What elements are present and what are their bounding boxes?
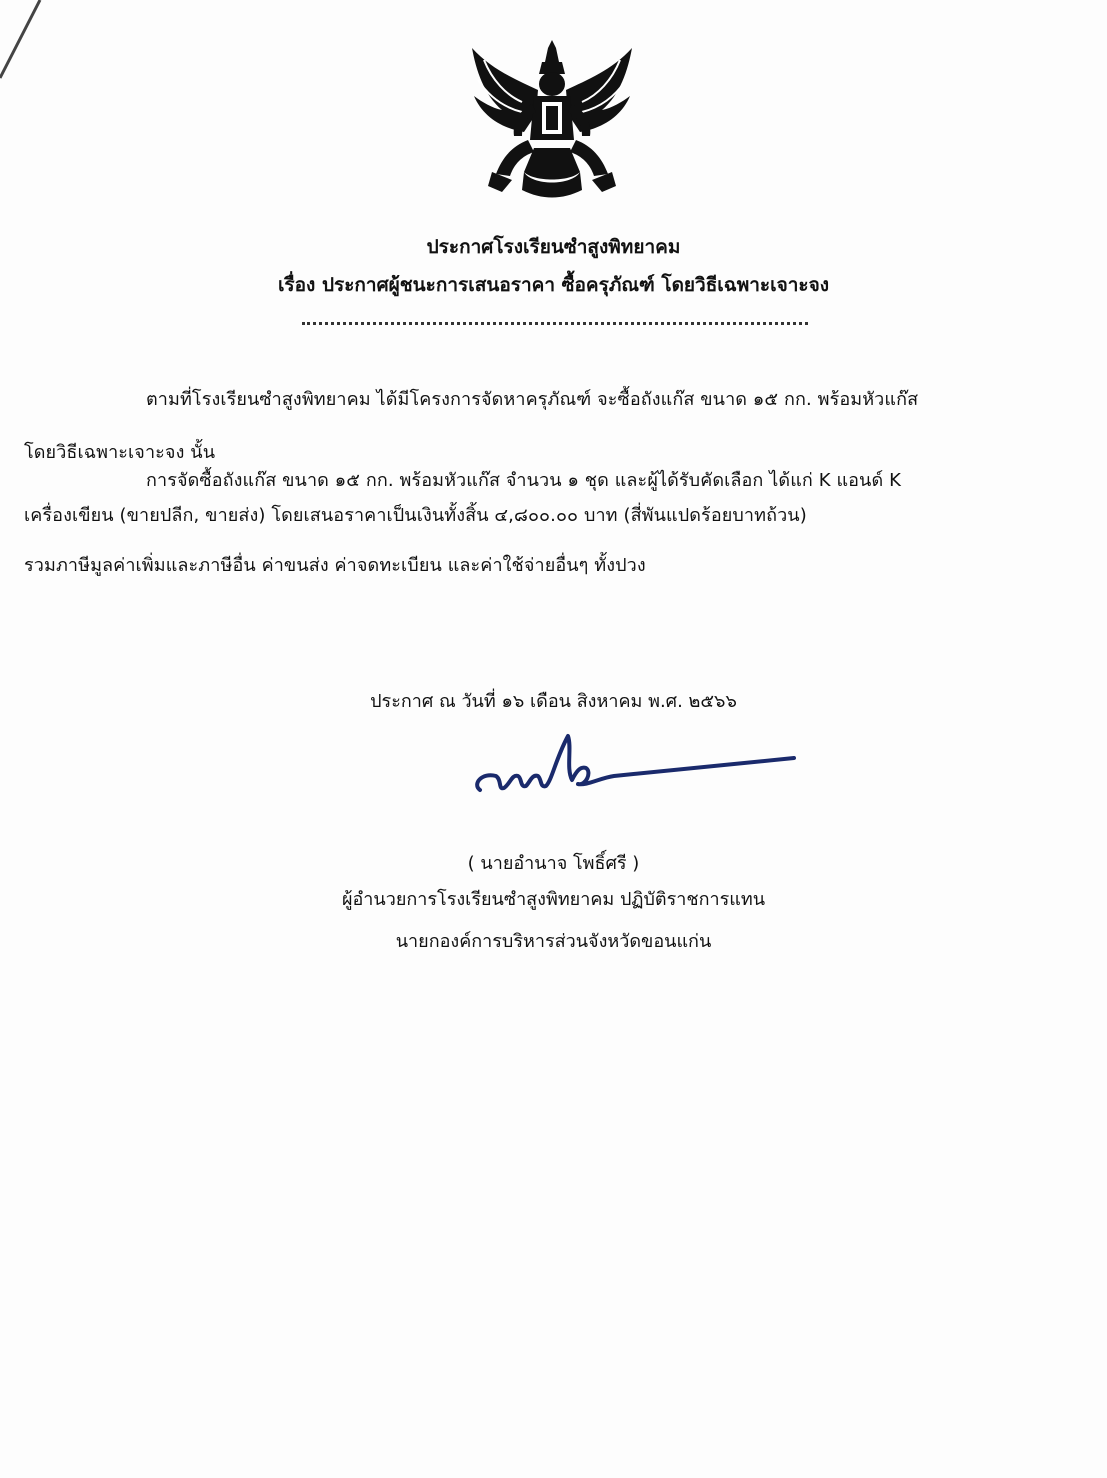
paragraph-1-line-2: โดยวิธีเฉพาะเจาะจง นั้น [24,442,216,463]
signatory-position-1: ผู้อำนวยการโรงเรียนซำสูงพิทยาคม ปฏิบัติราชการแทน [341,889,766,910]
garuda-emblem-icon [462,40,637,200]
paragraph-2-line-1: การจัดซื้อถังแก๊ส ขนาด ๑๕ กก. พร้อมหัวแก๊ส จำนวน ๑ ชุด และผู้ได้รับคัดเลือก ได้แก่ K แอนด์ K [146,470,901,491]
announcement-subject: เรื่อง ประกาศผู้ชนะการเสนอราคา ซื้อครุภัณฑ์ โดยวิธีเฉพาะเจาะจง [277,274,830,296]
announcement-date: ประกาศ ณ วันที่ ๑๖ เดือน สิงหาคม พ.ศ. ๒๕๖๖ [370,691,737,712]
paragraph-2-line-3: รวมภาษีมูลค่าเพิ่มและภาษีอื่น ค่าขนส่ง ค่าจดทะเบียน และค่าใช้จ่ายอื่นๆ ทั้งปวง [24,555,646,576]
page-edge-line [0,0,60,90]
paragraph-1-line-1: ตามที่โรงเรียนซำสูงพิทยาคม ได้มีโครงการจัดหาครุภัณฑ์ จะซื้อถังแก๊ส ขนาด ๑๕ กก. พร้อมหัวแก๊ส [146,389,919,410]
paragraph-2-line-2: เครื่องเขียน (ขายปลีก, ขายส่ง) โดยเสนอราคาเป็นเงินทั้งสิ้น ๔,๘๐๐.๐๐ บาท (สี่พันแปดร้อยบาทถ้วน) [24,505,807,526]
announcement-title: ประกาศโรงเรียนซำสูงพิทยาคม [426,236,681,258]
signatory-name: ( นายอำนาจ โพธิ์ศรี ) [467,853,640,874]
signatory-position-2: นายกองค์การบริหารส่วนจังหวัดขอนแก่น [395,931,712,952]
dotted-separator [302,322,808,325]
handwritten-signature [468,728,798,808]
